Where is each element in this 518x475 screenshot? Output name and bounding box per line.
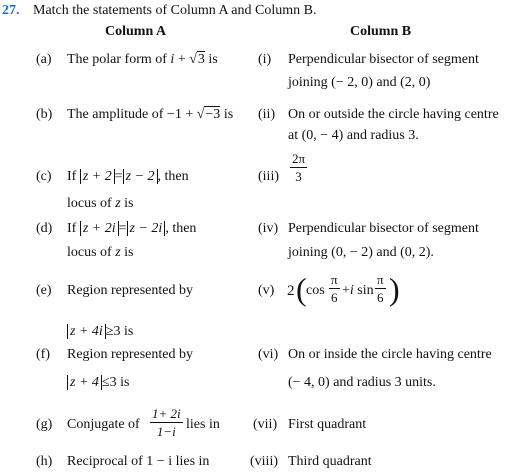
column-a-heading: Column A (105, 24, 167, 39)
item-f-text: Region represented by (67, 347, 193, 362)
item-v-label: (v) (258, 283, 275, 298)
item-v-frac1: $\frac{\pi}{6}$ (331, 272, 338, 305)
item-v-lead: 2 (287, 283, 295, 299)
column-b-heading: Column B (350, 24, 412, 39)
item-c-label: (c) (36, 169, 52, 184)
item-g-fraction: $\frac{1+ 2i}{1-i}$ (152, 406, 181, 439)
item-viii-label: (viii) (250, 454, 278, 469)
item-vi-line1: On or inside the circle having centre (288, 347, 492, 362)
item-v-open-paren: ( (296, 271, 307, 307)
item-vii-line1: First quadrant (288, 417, 367, 432)
item-iv-label: (iv) (258, 221, 279, 236)
item-ii-line1: On or outside the circle having centre (288, 107, 499, 122)
item-f-line2: z + 4 ≤3 is (67, 376, 129, 390)
item-e-line2: z + 4i ≥3 is (67, 325, 133, 339)
item-iii-label: (iii) (258, 169, 279, 184)
item-i-label: (i) (258, 52, 272, 67)
item-vi-line2: (− 4, 0) and radius 3 units. (288, 375, 436, 390)
item-v-close-paren: ) (389, 271, 400, 307)
item-viii-line1: Third quadrant (288, 454, 372, 469)
item-c-text: If z + 2 = z − 2 , then (67, 169, 189, 184)
item-i-line1: Perpendicular bisector of segment (288, 52, 479, 67)
item-b-text: The amplitude of −1 + √−3 is (67, 107, 234, 122)
item-i-line2: joining (− 2, 0) and (2, 0) (288, 75, 431, 90)
item-g-tail: lies in (186, 417, 220, 432)
item-vi-label: (vi) (258, 347, 279, 362)
item-d-text: If z + 2i = z − 2i , then (67, 221, 197, 236)
item-d-line2: locus of z is (67, 245, 134, 260)
item-d-label: (d) (36, 221, 53, 236)
item-g-text: Conjugate of (67, 417, 140, 432)
item-h-text: Reciprocal of 1 − i lies in (67, 454, 210, 469)
item-c-line2: locus of z is (67, 196, 134, 211)
item-e-text: Region represented by (67, 283, 193, 298)
item-ii-line2: at (0, − 4) and radius 3. (288, 128, 419, 143)
item-v-frac2: $\frac{\pi}{6}$ (377, 272, 384, 305)
item-v-cos: cos (306, 283, 325, 298)
question-instruction: Match the statements of Column A and Column B. (33, 3, 317, 18)
item-v-mid: +i sin (342, 283, 374, 298)
item-vii-label: (vii) (253, 417, 278, 432)
item-iv-line1: Perpendicular bisector of segment (288, 221, 479, 236)
item-ii-label: (ii) (258, 107, 276, 122)
item-g-label: (g) (36, 417, 53, 432)
item-a-text: The polar form of i + √3 is (67, 52, 218, 67)
item-iii-fraction: $\frac{2\pi}{3}$ (292, 151, 306, 184)
item-e-label: (e) (36, 283, 52, 298)
question-number: 27. (2, 3, 20, 18)
item-iv-line2: joining (0, − 2) and (0, 2). (288, 245, 434, 260)
item-b-label: (b) (36, 107, 53, 122)
item-f-label: (f) (36, 347, 50, 362)
item-a-label: (a) (36, 52, 52, 67)
item-h-label: (h) (36, 454, 53, 469)
